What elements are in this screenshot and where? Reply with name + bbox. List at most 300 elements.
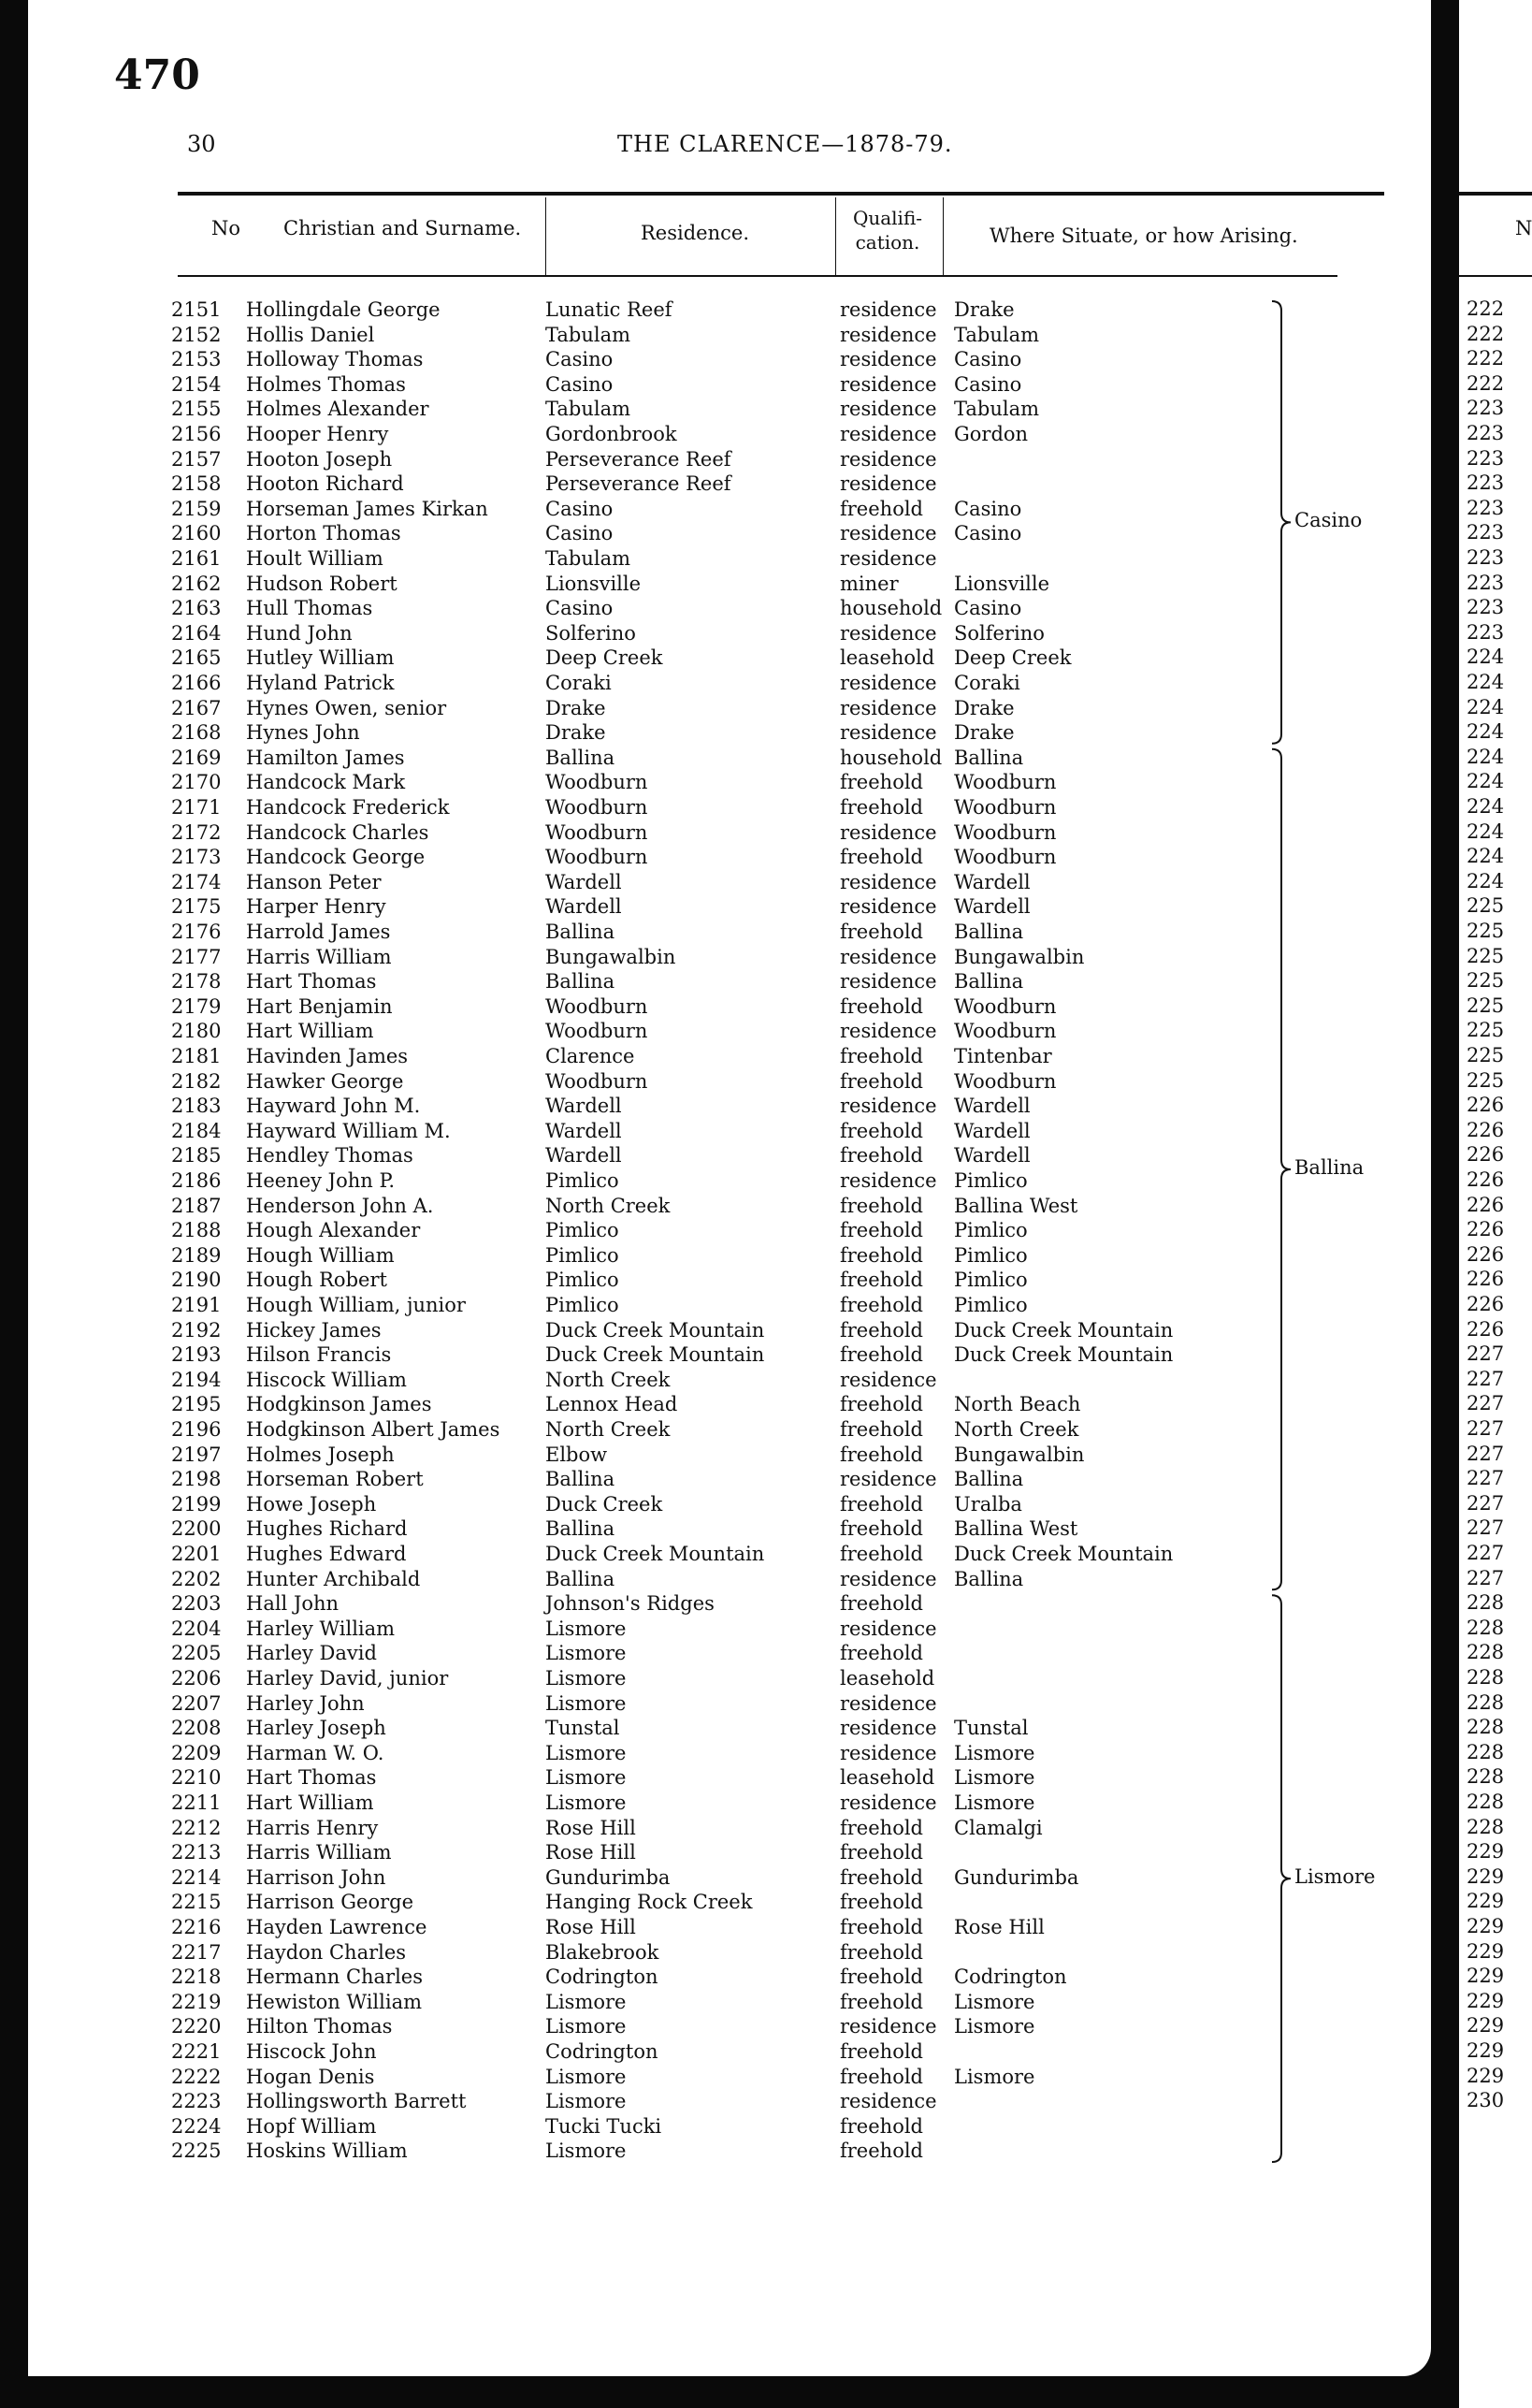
where-situate: Bungawalbin xyxy=(954,945,1085,968)
qualification: residence xyxy=(840,945,937,968)
group-brace xyxy=(1272,749,1291,1589)
elector-name: Hart Thomas xyxy=(246,1766,377,1790)
qualification: freehold xyxy=(840,921,923,943)
next-page-row-number: 223 xyxy=(1467,521,1505,544)
next-page-row-number: 228 xyxy=(1467,1791,1505,1813)
row-number: 2197 xyxy=(171,1443,222,1466)
qualification: residence xyxy=(840,895,937,919)
elector-name: Hynes John xyxy=(246,721,360,745)
qualification: residence xyxy=(840,1741,937,1764)
elector-name: Harley David, junior xyxy=(246,1667,449,1690)
elector-name: Hough Alexander xyxy=(246,1219,421,1242)
next-page-header-rule xyxy=(1459,192,1532,196)
next-page-row-number: 226 xyxy=(1467,1143,1505,1167)
row-number: 2159 xyxy=(171,497,222,520)
elector-name: Hund John xyxy=(246,621,353,645)
qualification: freehold xyxy=(840,1219,923,1242)
residence: Pimlico xyxy=(545,1169,619,1192)
elector-name: Hull Thomas xyxy=(246,597,373,620)
row-number: 2157 xyxy=(171,447,222,471)
residence: Lismore xyxy=(545,1791,627,1814)
qualification: miner xyxy=(840,572,899,595)
residence: North Creek xyxy=(545,1368,671,1391)
qualification: residence xyxy=(840,1169,937,1192)
elector-name: Horseman Robert xyxy=(246,1468,424,1491)
column-header-no: No xyxy=(211,217,241,239)
row-number: 2192 xyxy=(171,1318,222,1342)
elector-name: Harrold James xyxy=(246,921,391,943)
where-situate: Wardell xyxy=(954,1144,1031,1168)
where-situate: Lismore xyxy=(954,2015,1035,2038)
elector-name: Hamilton James xyxy=(246,746,405,769)
where-situate: Lismore xyxy=(954,1766,1035,1790)
row-number: 2170 xyxy=(171,771,222,794)
elector-name: Hall John xyxy=(246,1592,340,1616)
where-situate: Drake xyxy=(954,298,1015,321)
next-page-row-number: 225 xyxy=(1467,920,1505,942)
qualification: freehold xyxy=(840,1393,923,1416)
where-situate: Rose Hill xyxy=(954,1916,1045,1938)
qualification: residence xyxy=(840,870,937,893)
qualification: household xyxy=(840,597,943,620)
next-page-row-number: 229 xyxy=(1467,1840,1505,1864)
residence: Wardell xyxy=(545,895,622,919)
qualification: freehold xyxy=(840,1418,923,1441)
residence: Tunstal xyxy=(545,1717,620,1740)
qualification: freehold xyxy=(840,1069,923,1093)
page-number: 470 xyxy=(114,51,200,99)
row-number: 2191 xyxy=(171,1294,222,1316)
elector-name: Harris William xyxy=(246,1841,392,1864)
row-number: 2180 xyxy=(171,1020,222,1043)
residence: Duck Creek Mountain xyxy=(545,1343,765,1367)
qualification: residence xyxy=(840,820,937,844)
residence: Lismore xyxy=(545,1667,627,1690)
qualification: freehold xyxy=(840,771,923,794)
row-number: 2151 xyxy=(171,298,222,321)
elector-name: Hunter Archibald xyxy=(246,1567,421,1590)
qualification: freehold xyxy=(840,1841,923,1864)
row-number: 2187 xyxy=(171,1194,222,1217)
elector-name: Hart Benjamin xyxy=(246,994,393,1018)
residence: Lennox Head xyxy=(545,1393,678,1416)
qualification: residence xyxy=(840,1368,937,1391)
group-label: Ballina xyxy=(1294,1156,1365,1179)
next-page-row-number: 222 xyxy=(1467,322,1505,345)
residence: Rose Hill xyxy=(545,1841,636,1864)
qualification: freehold xyxy=(840,2040,923,2063)
elector-name: Hart William xyxy=(246,1791,374,1814)
qualification: residence xyxy=(840,323,937,346)
where-situate: Ballina xyxy=(954,746,1024,769)
residence: Tabulam xyxy=(545,398,631,421)
residence: Lismore xyxy=(545,1766,627,1790)
residence: Lismore xyxy=(545,1990,627,2013)
row-number: 2206 xyxy=(171,1667,222,1690)
residence: Wardell xyxy=(545,1119,622,1142)
elector-name: Holloway Thomas xyxy=(246,348,424,371)
residence: Lismore xyxy=(545,1617,627,1640)
next-page-row-number: 229 xyxy=(1467,2039,1505,2062)
qualification: freehold xyxy=(840,1443,923,1466)
residence: Duck Creek Mountain xyxy=(545,1543,765,1565)
where-situate: Casino xyxy=(954,348,1022,371)
where-situate: Woodburn xyxy=(954,994,1057,1018)
row-number: 2200 xyxy=(171,1517,222,1541)
residence: Blakebrook xyxy=(545,1940,659,1964)
row-number: 2162 xyxy=(171,572,222,595)
row-number: 2175 xyxy=(171,895,222,919)
next-page-row-number: 227 xyxy=(1467,1442,1505,1465)
residence: Lismore xyxy=(545,1642,627,1665)
next-page-row-number: 229 xyxy=(1467,1864,1505,1888)
qualification: freehold xyxy=(840,1966,923,1989)
where-situate: Uralba xyxy=(954,1492,1022,1516)
next-page-row-number: 225 xyxy=(1467,994,1505,1017)
row-number: 2216 xyxy=(171,1916,222,1938)
qualification: freehold xyxy=(840,1269,923,1292)
qualification: residence xyxy=(840,423,937,445)
next-page-row-number: 228 xyxy=(1467,1666,1505,1689)
qualification: residence xyxy=(840,2015,937,2038)
residence: Duck Creek xyxy=(545,1492,663,1516)
next-page-row-number: 228 xyxy=(1467,1591,1505,1615)
elector-name: Hough William, junior xyxy=(246,1294,466,1316)
elector-name: Harrison George xyxy=(246,1891,414,1914)
residence: Codrington xyxy=(545,2040,658,2063)
qualification: leasehold xyxy=(840,1667,935,1690)
elector-name: Hanson Peter xyxy=(246,870,382,893)
where-situate: Woodburn xyxy=(954,796,1057,819)
row-number: 2156 xyxy=(171,423,222,445)
where-situate: Duck Creek Mountain xyxy=(954,1543,1174,1565)
residence: Drake xyxy=(545,696,606,719)
residence: Clarence xyxy=(545,1045,635,1067)
next-page-row-number: 224 xyxy=(1467,845,1505,868)
residence: Rose Hill xyxy=(545,1916,636,1938)
next-page-row-number: 228 xyxy=(1467,1690,1505,1714)
residence: Woodburn xyxy=(545,846,648,869)
qualification: freehold xyxy=(840,1492,923,1516)
residence: Wardell xyxy=(545,1144,622,1168)
row-number: 2158 xyxy=(171,472,222,496)
next-page-column-header-no: N xyxy=(1515,217,1532,239)
row-number: 2174 xyxy=(171,870,222,893)
next-page-row-number: 228 xyxy=(1467,1765,1505,1789)
next-page-row-number: 224 xyxy=(1467,795,1505,818)
where-situate: Pimlico xyxy=(954,1219,1028,1242)
where-situate: Ballina xyxy=(954,921,1024,943)
next-page-row-number: 227 xyxy=(1467,1542,1505,1564)
qualification: freehold xyxy=(840,1642,923,1665)
next-page-header-rule-bottom xyxy=(1459,275,1532,277)
elector-name: Hopf William xyxy=(246,2114,377,2138)
next-page-row-number: 229 xyxy=(1467,1915,1505,1937)
elector-name: Harris William xyxy=(246,945,392,968)
row-number: 2189 xyxy=(171,1243,222,1267)
next-page-row-number: 224 xyxy=(1467,671,1505,693)
next-page-row-number: 229 xyxy=(1467,1939,1505,1963)
residence: Ballina xyxy=(545,1567,615,1590)
where-situate: Gordon xyxy=(954,423,1029,445)
residence: Ballina xyxy=(545,970,615,994)
next-page-row-number: 225 xyxy=(1467,1019,1505,1042)
elector-name: Hooton Richard xyxy=(246,472,404,496)
next-page-row-number: 224 xyxy=(1467,869,1505,892)
row-number: 2164 xyxy=(171,621,222,645)
residence: Tabulam xyxy=(545,323,631,346)
row-number: 2182 xyxy=(171,1069,222,1093)
row-number: 2171 xyxy=(171,796,222,819)
next-page-row-number: 223 xyxy=(1467,422,1505,444)
row-number: 2201 xyxy=(171,1543,222,1565)
qualification: freehold xyxy=(840,1194,923,1217)
elector-name: Holmes Alexander xyxy=(246,398,429,421)
next-page-row-number: 229 xyxy=(1467,1989,1505,2012)
next-page-row-number: 223 xyxy=(1467,546,1505,569)
next-page-row-number: 227 xyxy=(1467,1342,1505,1366)
residence: Perseverance Reef xyxy=(545,472,731,496)
next-page-row-number: 223 xyxy=(1467,397,1505,420)
next-page-row-number: 224 xyxy=(1467,720,1505,744)
row-number: 2204 xyxy=(171,1617,222,1640)
row-number: 2154 xyxy=(171,372,222,396)
sub-page-number: 30 xyxy=(187,131,216,157)
residence: Tucki Tucki xyxy=(545,2114,662,2138)
elector-name: Hughes Richard xyxy=(246,1517,408,1541)
row-number: 2179 xyxy=(171,994,222,1018)
residence: Lismore xyxy=(545,2140,627,2163)
elector-name: Hough William xyxy=(246,1243,395,1267)
ledger-page xyxy=(28,0,1431,2376)
residence: Codrington xyxy=(545,1966,658,1989)
elector-name: Hollingdale George xyxy=(246,298,441,321)
qualification: leasehold xyxy=(840,646,935,670)
where-situate: Pimlico xyxy=(954,1169,1028,1192)
elector-name: Harley Joseph xyxy=(246,1717,386,1740)
next-page-row-number: 222 xyxy=(1467,297,1505,320)
qualification: freehold xyxy=(840,796,923,819)
residence: Ballina xyxy=(545,1468,615,1491)
next-page-row-number: 227 xyxy=(1467,1467,1505,1490)
row-number: 2199 xyxy=(171,1492,222,1516)
next-page-row-number: 227 xyxy=(1467,1491,1505,1515)
qualification: residence xyxy=(840,1717,937,1740)
where-situate: Lismore xyxy=(954,2065,1035,2088)
qualification: freehold xyxy=(840,846,923,869)
qualification: residence xyxy=(840,1791,937,1814)
row-number: 2152 xyxy=(171,323,222,346)
residence: Lismore xyxy=(545,1691,627,1715)
row-number: 2193 xyxy=(171,1343,222,1367)
row-number: 2198 xyxy=(171,1468,222,1491)
qualification: freehold xyxy=(840,1891,923,1914)
next-page-row-number: 227 xyxy=(1467,1516,1505,1540)
group-brace xyxy=(1272,301,1291,744)
where-situate: Woodburn xyxy=(954,820,1057,844)
elector-name: Hooton Joseph xyxy=(246,447,393,471)
residence: Wardell xyxy=(545,870,622,893)
qualification: residence xyxy=(840,2090,937,2113)
next-page-row-number: 227 xyxy=(1467,1367,1505,1390)
elector-name: Hoskins William xyxy=(246,2140,408,2163)
next-page-row-number: 228 xyxy=(1467,1616,1505,1639)
qualification: residence xyxy=(840,1617,937,1640)
residence: Duck Creek Mountain xyxy=(545,1318,765,1342)
next-page-row-number: 226 xyxy=(1467,1317,1505,1341)
residence: Wardell xyxy=(545,1095,622,1118)
next-page-row-number: 229 xyxy=(1467,1965,1505,1988)
elector-name: Holmes Joseph xyxy=(246,1443,395,1466)
residence: Solferino xyxy=(545,621,636,645)
where-situate: Casino xyxy=(954,497,1022,520)
where-situate: North Beach xyxy=(954,1393,1081,1416)
residence: Johnson's Ridges xyxy=(545,1592,715,1616)
row-number: 2181 xyxy=(171,1045,222,1067)
row-number: 2224 xyxy=(171,2114,222,2138)
next-page-row-number: 226 xyxy=(1467,1268,1505,1291)
residence: Lismore xyxy=(545,2015,627,2038)
where-situate: Pimlico xyxy=(954,1294,1028,1316)
qualification: residence xyxy=(840,1691,937,1715)
next-page-row-number: 226 xyxy=(1467,1118,1505,1141)
next-page-row-number: 226 xyxy=(1467,1218,1505,1241)
row-number: 2165 xyxy=(171,646,222,670)
qualification: freehold xyxy=(840,2114,923,2138)
row-number: 2163 xyxy=(171,597,222,620)
qualification: residence xyxy=(840,547,937,570)
column-header-name: Christian and Surname. xyxy=(283,217,522,239)
next-page-edge xyxy=(1459,0,1532,2408)
where-situate: Tabulam xyxy=(954,398,1040,421)
elector-name: Harley William xyxy=(246,1617,396,1640)
next-page-row-number: 223 xyxy=(1467,471,1505,495)
row-number: 2223 xyxy=(171,2090,222,2113)
elector-name: Howe Joseph xyxy=(246,1492,377,1516)
qualification: residence xyxy=(840,1567,937,1590)
residence: Pimlico xyxy=(545,1269,619,1292)
elector-name: Hiscock John xyxy=(246,2040,377,2063)
residence: Ballina xyxy=(545,1517,615,1541)
next-page-row-number: 222 xyxy=(1467,371,1505,395)
row-number: 2210 xyxy=(171,1766,222,1790)
elector-name: Hart Thomas xyxy=(246,970,377,994)
qualification: household xyxy=(840,746,943,769)
where-situate: Wardell xyxy=(954,1119,1031,1142)
where-situate: Woodburn xyxy=(954,1020,1057,1043)
elector-name: Hart William xyxy=(246,1020,374,1043)
row-number: 2220 xyxy=(171,2015,222,2038)
qualification: freehold xyxy=(840,1940,923,1964)
qualification: residence xyxy=(840,696,937,719)
residence: Woodburn xyxy=(545,994,648,1018)
elector-name: Heeney John P. xyxy=(246,1169,395,1192)
qualification: residence xyxy=(840,372,937,396)
where-situate: Clamalgi xyxy=(954,1816,1043,1839)
next-page-row-number: 222 xyxy=(1467,347,1505,370)
where-situate: Pimlico xyxy=(954,1269,1028,1292)
elector-name: Hyland Patrick xyxy=(246,672,395,694)
next-page-row-number: 223 xyxy=(1467,446,1505,470)
elector-name: Hayward John M. xyxy=(246,1095,421,1118)
where-situate: Solferino xyxy=(954,621,1045,645)
next-page-row-number: 224 xyxy=(1467,820,1505,843)
elector-name: Hollingsworth Barrett xyxy=(246,2090,467,2113)
qualification: residence xyxy=(840,348,937,371)
row-number: 2185 xyxy=(171,1144,222,1168)
row-number: 2161 xyxy=(171,547,222,570)
residence: Ballina xyxy=(545,746,615,769)
row-number: 2195 xyxy=(171,1393,222,1416)
qualification: freehold xyxy=(840,1294,923,1316)
residence: Pimlico xyxy=(545,1294,619,1316)
elector-name: Hiscock William xyxy=(246,1368,407,1391)
column-header-residence: Residence. xyxy=(641,222,749,244)
row-number: 2203 xyxy=(171,1592,222,1616)
qualification: leasehold xyxy=(840,1766,935,1790)
elector-name: Hughes Edward xyxy=(246,1543,407,1565)
elector-name: Hogan Denis xyxy=(246,2065,375,2088)
residence: Lismore xyxy=(545,1741,627,1764)
row-number: 2188 xyxy=(171,1219,222,1242)
elector-name: Hayden Lawrence xyxy=(246,1916,427,1938)
where-situate: Coraki xyxy=(954,672,1020,694)
elector-name: Havinden James xyxy=(246,1045,409,1067)
elector-name: Horton Thomas xyxy=(246,522,401,545)
next-page-row-number: 227 xyxy=(1467,1566,1505,1589)
where-situate: Casino xyxy=(954,597,1022,620)
residence: Gundurimba xyxy=(545,1865,671,1889)
elector-name: Hynes Owen, senior xyxy=(246,696,447,719)
next-page-row-number: 227 xyxy=(1467,1417,1505,1440)
row-number: 2168 xyxy=(171,721,222,745)
qualification: freehold xyxy=(840,1119,923,1142)
row-number: 2172 xyxy=(171,820,222,844)
residence: Lionsville xyxy=(545,572,642,595)
where-situate: Duck Creek Mountain xyxy=(954,1318,1174,1342)
residence: Lismore xyxy=(545,2090,627,2113)
row-number: 2219 xyxy=(171,1990,222,2013)
row-number: 2222 xyxy=(171,2065,222,2088)
qualification: residence xyxy=(840,970,937,994)
elector-name: Harris Henry xyxy=(246,1816,379,1839)
elector-name: Harley John xyxy=(246,1691,365,1715)
elector-name: Harley David xyxy=(246,1642,377,1665)
next-page-row-number: 229 xyxy=(1467,2014,1505,2038)
qualification: residence xyxy=(840,447,937,471)
row-number: 2160 xyxy=(171,522,222,545)
row-number: 2208 xyxy=(171,1717,222,1740)
next-page-row-number: 224 xyxy=(1467,770,1505,793)
residence: Deep Creek xyxy=(545,646,663,670)
residence: Tabulam xyxy=(545,547,631,570)
next-page-row-number: 227 xyxy=(1467,1392,1505,1415)
residence: Woodburn xyxy=(545,1020,648,1043)
residence: Perseverance Reef xyxy=(545,447,731,471)
next-page-row-number: 223 xyxy=(1467,496,1505,519)
next-page-row-number: 223 xyxy=(1467,571,1505,594)
row-number: 2169 xyxy=(171,746,222,769)
row-number: 2225 xyxy=(171,2140,222,2163)
row-number: 2186 xyxy=(171,1169,222,1192)
where-situate: Woodburn xyxy=(954,771,1057,794)
row-number: 2218 xyxy=(171,1966,222,1989)
where-situate: Tunstal xyxy=(954,1717,1029,1740)
where-situate: Casino xyxy=(954,522,1022,545)
where-situate: Gundurimba xyxy=(954,1865,1079,1889)
next-page-row-number: 226 xyxy=(1467,1242,1505,1266)
qualification: residence xyxy=(840,721,937,745)
